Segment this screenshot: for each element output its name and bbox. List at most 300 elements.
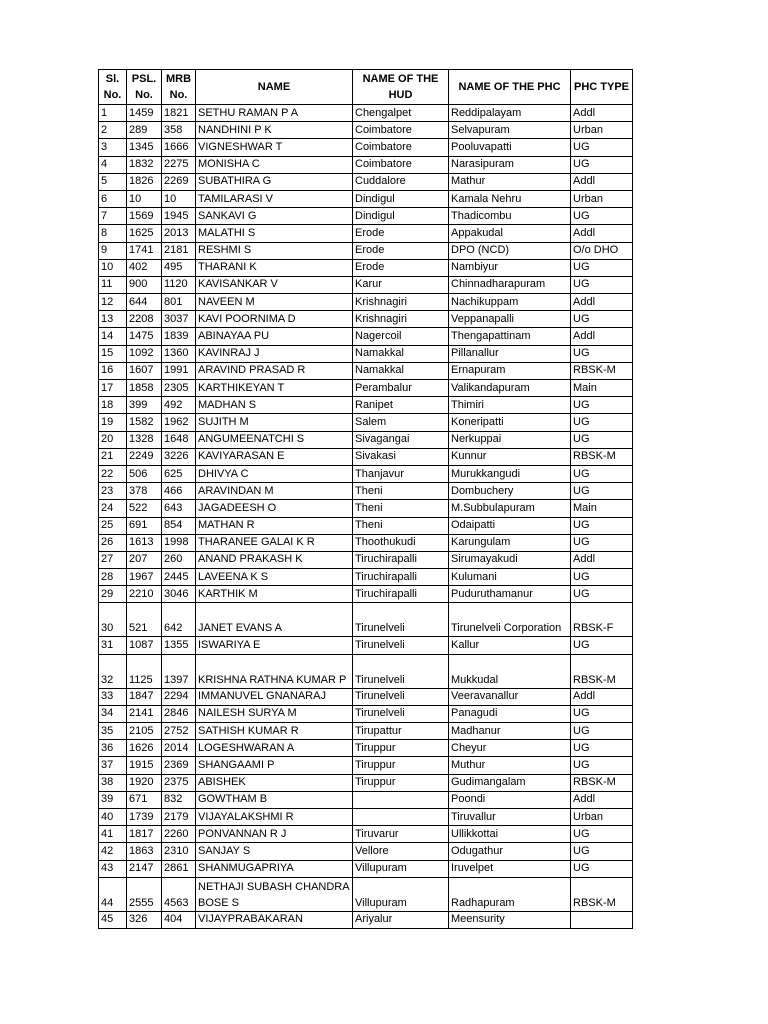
table-row: [99, 225, 633, 242]
name-cell: SHANGAAMI P: [196, 757, 353, 774]
sl-no-cell: 30: [99, 603, 127, 637]
mrb-no-cell: 2294: [162, 688, 196, 705]
hud-cell: Theni: [353, 517, 449, 534]
table-row: [99, 156, 633, 173]
psl-no-cell: 1832: [127, 156, 162, 173]
mrb-no-cell: 2013: [162, 225, 196, 242]
phc-type-cell: RBSK-M: [571, 654, 633, 688]
table-row: [99, 328, 633, 345]
table-row: [99, 603, 633, 637]
phc-cell: Tirunelveli Corporation: [449, 603, 571, 637]
mrb-no-cell: 1648: [162, 431, 196, 448]
phc-type-cell: UG: [571, 465, 633, 482]
col-header-psl-no: PSL. No.: [127, 70, 162, 105]
sl-no-cell: 17: [99, 380, 127, 397]
mrb-no-cell: 4563: [162, 877, 196, 911]
phc-cell: Kamala Nehru: [449, 190, 571, 207]
table-row: [99, 173, 633, 190]
mrb-no-cell: 1355: [162, 637, 196, 654]
phc-type-cell: UG: [571, 397, 633, 414]
sl-no-cell: 18: [99, 397, 127, 414]
hud-cell: Villupuram: [353, 860, 449, 877]
phc-cell: Radhapuram: [449, 877, 571, 911]
name-cell: KARTHIKEYAN T: [196, 380, 353, 397]
hud-cell: Sivakasi: [353, 448, 449, 465]
mrb-no-cell: 2269: [162, 173, 196, 190]
phc-cell: Gudimangalam: [449, 774, 571, 791]
psl-no-cell: 2210: [127, 586, 162, 603]
table-row: [99, 586, 633, 603]
sl-no-cell: 45: [99, 911, 127, 928]
sl-no-cell: 5: [99, 173, 127, 190]
phc-type-cell: UG: [571, 156, 633, 173]
psl-no-cell: 2141: [127, 705, 162, 722]
mrb-no-cell: 1360: [162, 345, 196, 362]
phc-type-cell: Addl: [571, 294, 633, 311]
table-row: [99, 791, 633, 808]
name-cell: NAILESH SURYA M: [196, 705, 353, 722]
table-row: [99, 362, 633, 379]
name-cell: KRISHNA RATHNA KUMAR P: [196, 654, 353, 688]
phc-type-cell: Addl: [571, 688, 633, 705]
sl-no-cell: 28: [99, 569, 127, 586]
name-cell: DHIVYA C: [196, 465, 353, 482]
sl-no-cell: 6: [99, 190, 127, 207]
phc-type-cell: UG: [571, 517, 633, 534]
phc-type-cell: UG: [571, 723, 633, 740]
phc-cell: Koneripatti: [449, 414, 571, 431]
mrb-no-cell: 1666: [162, 139, 196, 156]
hud-cell: Karur: [353, 276, 449, 293]
name-cell: NANDHINI P K: [196, 122, 353, 139]
name-cell: SHANMUGAPRIYA: [196, 860, 353, 877]
phc-type-cell: UG: [571, 757, 633, 774]
mrb-no-cell: 492: [162, 397, 196, 414]
table-row: [99, 860, 633, 877]
phc-cell: Tiruvallur: [449, 808, 571, 825]
sl-no-cell: 16: [99, 362, 127, 379]
psl-no-cell: 2208: [127, 311, 162, 328]
phc-type-cell: UG: [571, 311, 633, 328]
phc-type-cell: Main: [571, 380, 633, 397]
hud-cell: Tiruchirapalli: [353, 551, 449, 568]
phc-cell: Panagudi: [449, 705, 571, 722]
table-body: [99, 105, 633, 929]
psl-no-cell: 1741: [127, 242, 162, 259]
table-row: [99, 534, 633, 551]
sl-no-cell: 41: [99, 826, 127, 843]
psl-no-cell: 1920: [127, 774, 162, 791]
table-row: [99, 517, 633, 534]
mrb-no-cell: 2375: [162, 774, 196, 791]
phc-cell: M.Subbulapuram: [449, 500, 571, 517]
phc-cell: Reddipalayam: [449, 105, 571, 122]
hud-cell: Tiruvarur: [353, 826, 449, 843]
phc-cell: Nambiyur: [449, 259, 571, 276]
table-row: [99, 757, 633, 774]
table-row: [99, 500, 633, 517]
name-cell: KAVINRAJ J: [196, 345, 353, 362]
hud-cell: Nagercoil: [353, 328, 449, 345]
hud-cell: Dindigul: [353, 208, 449, 225]
phc-cell: Meensurity: [449, 911, 571, 928]
mrb-no-cell: 854: [162, 517, 196, 534]
phc-type-cell: UG: [571, 637, 633, 654]
psl-no-cell: 1092: [127, 345, 162, 362]
phc-cell: Mukkudal: [449, 654, 571, 688]
sl-no-cell: 39: [99, 791, 127, 808]
table-row: [99, 276, 633, 293]
phc-cell: Murukkangudi: [449, 465, 571, 482]
psl-no-cell: 2249: [127, 448, 162, 465]
sl-no-cell: 23: [99, 483, 127, 500]
phc-type-cell: UG: [571, 431, 633, 448]
hud-cell: Tiruchirapalli: [353, 586, 449, 603]
mrb-no-cell: 643: [162, 500, 196, 517]
mrb-no-cell: 1397: [162, 654, 196, 688]
table-row: [99, 654, 633, 688]
phc-cell: Thengapattinam: [449, 328, 571, 345]
sl-no-cell: 36: [99, 740, 127, 757]
psl-no-cell: 1459: [127, 105, 162, 122]
phc-cell: Odugathur: [449, 843, 571, 860]
name-cell: KAVISANKAR V: [196, 276, 353, 293]
psl-no-cell: 2105: [127, 723, 162, 740]
phc-type-cell: UG: [571, 586, 633, 603]
psl-no-cell: 521: [127, 603, 162, 637]
psl-no-cell: 1739: [127, 808, 162, 825]
phc-cell: Iruvelpet: [449, 860, 571, 877]
name-cell: VIGNESHWAR T: [196, 139, 353, 156]
name-cell: SANKAVI G: [196, 208, 353, 225]
psl-no-cell: 1125: [127, 654, 162, 688]
phc-cell: Poondi: [449, 791, 571, 808]
phc-cell: Karungulam: [449, 534, 571, 551]
psl-no-cell: 1569: [127, 208, 162, 225]
hud-cell: Erode: [353, 242, 449, 259]
hud-cell: [353, 791, 449, 808]
hud-cell: Thoothukudi: [353, 534, 449, 551]
phc-type-cell: RBSK-M: [571, 877, 633, 911]
mrb-no-cell: 404: [162, 911, 196, 928]
table-row: [99, 294, 633, 311]
phc-type-cell: Addl: [571, 791, 633, 808]
psl-no-cell: 671: [127, 791, 162, 808]
sl-no-cell: 9: [99, 242, 127, 259]
phc-cell: Ernapuram: [449, 362, 571, 379]
name-cell: ANAND PRAKASH K: [196, 551, 353, 568]
table-row: [99, 551, 633, 568]
table-row: [99, 139, 633, 156]
phc-type-cell: UG: [571, 208, 633, 225]
psl-no-cell: 1858: [127, 380, 162, 397]
phc-type-cell: Addl: [571, 328, 633, 345]
mrb-no-cell: 1839: [162, 328, 196, 345]
table-row: [99, 705, 633, 722]
sl-no-cell: 24: [99, 500, 127, 517]
hud-cell: Ariyalur: [353, 911, 449, 928]
sl-no-cell: 7: [99, 208, 127, 225]
phc-cell: Madhanur: [449, 723, 571, 740]
mrb-no-cell: 10: [162, 190, 196, 207]
phc-cell: Kallur: [449, 637, 571, 654]
sl-no-cell: 13: [99, 311, 127, 328]
table-row: [99, 380, 633, 397]
mrb-no-cell: 625: [162, 465, 196, 482]
mrb-no-cell: 2014: [162, 740, 196, 757]
hud-cell: Ranipet: [353, 397, 449, 414]
sl-no-cell: 43: [99, 860, 127, 877]
psl-no-cell: 1345: [127, 139, 162, 156]
mrb-no-cell: 3226: [162, 448, 196, 465]
phc-cell: Pooluvapatti: [449, 139, 571, 156]
mrb-no-cell: 832: [162, 791, 196, 808]
table-row: [99, 637, 633, 654]
hud-cell: Erode: [353, 225, 449, 242]
name-cell: PONVANNAN R J: [196, 826, 353, 843]
sl-no-cell: 38: [99, 774, 127, 791]
psl-no-cell: 2555: [127, 877, 162, 911]
name-cell: MATHAN R: [196, 517, 353, 534]
sl-no-cell: 22: [99, 465, 127, 482]
sl-no-cell: 27: [99, 551, 127, 568]
mrb-no-cell: 495: [162, 259, 196, 276]
mrb-no-cell: 1821: [162, 105, 196, 122]
phc-cell: Muthur: [449, 757, 571, 774]
table-row: [99, 122, 633, 139]
hud-cell: Salem: [353, 414, 449, 431]
table-row: [99, 431, 633, 448]
psl-no-cell: 399: [127, 397, 162, 414]
hud-cell: Coimbatore: [353, 139, 449, 156]
hud-cell: Tirunelveli: [353, 654, 449, 688]
psl-no-cell: 1967: [127, 569, 162, 586]
name-cell: VIJAYALAKSHMI R: [196, 808, 353, 825]
hud-cell: Tirunelveli: [353, 637, 449, 654]
name-cell: NETHAJI SUBASH CHANDRA BOSE S: [196, 877, 353, 911]
phc-cell: Narasipuram: [449, 156, 571, 173]
phc-type-cell: UG: [571, 345, 633, 362]
mrb-no-cell: 260: [162, 551, 196, 568]
hud-cell: [353, 808, 449, 825]
hud-cell: Cuddalore: [353, 173, 449, 190]
phc-type-cell: Addl: [571, 173, 633, 190]
sl-no-cell: 42: [99, 843, 127, 860]
sl-no-cell: 29: [99, 586, 127, 603]
name-cell: THARANI K: [196, 259, 353, 276]
hud-cell: Tiruchirapalli: [353, 569, 449, 586]
sl-no-cell: 8: [99, 225, 127, 242]
psl-no-cell: 1087: [127, 637, 162, 654]
name-cell: MONISHA C: [196, 156, 353, 173]
sl-no-cell: 31: [99, 637, 127, 654]
psl-no-cell: 900: [127, 276, 162, 293]
psl-no-cell: 691: [127, 517, 162, 534]
hud-cell: Tirunelveli: [353, 705, 449, 722]
hud-cell: Namakkal: [353, 345, 449, 362]
psl-no-cell: 2147: [127, 860, 162, 877]
table-row: [99, 774, 633, 791]
psl-no-cell: 10: [127, 190, 162, 207]
hud-cell: Tiruppur: [353, 774, 449, 791]
table-row: [99, 808, 633, 825]
mrb-no-cell: 1998: [162, 534, 196, 551]
name-cell: MADHAN S: [196, 397, 353, 414]
phc-type-cell: O/o DHO: [571, 242, 633, 259]
table-row: [99, 483, 633, 500]
sl-no-cell: 44: [99, 877, 127, 911]
table-row: [99, 723, 633, 740]
mrb-no-cell: 1991: [162, 362, 196, 379]
col-header-sl-no: Sl. No.: [99, 70, 127, 105]
phc-cell: Kulumani: [449, 569, 571, 586]
psl-no-cell: 1847: [127, 688, 162, 705]
phc-cell: Ullikkottai: [449, 826, 571, 843]
hud-cell: Namakkal: [353, 362, 449, 379]
name-cell: LAVEENA K S: [196, 569, 353, 586]
psl-no-cell: 506: [127, 465, 162, 482]
table-row: [99, 190, 633, 207]
name-cell: IMMANUVEL GNANARAJ: [196, 688, 353, 705]
psl-no-cell: 522: [127, 500, 162, 517]
phc-type-cell: RBSK-M: [571, 362, 633, 379]
psl-no-cell: 644: [127, 294, 162, 311]
psl-no-cell: 1826: [127, 173, 162, 190]
phc-cell: Sirumayakudi: [449, 551, 571, 568]
mrb-no-cell: 1945: [162, 208, 196, 225]
phc-cell: Thimiri: [449, 397, 571, 414]
hud-cell: Coimbatore: [353, 122, 449, 139]
sl-no-cell: 14: [99, 328, 127, 345]
name-cell: ISWARIYA E: [196, 637, 353, 654]
phc-type-cell: UG: [571, 705, 633, 722]
sl-no-cell: 21: [99, 448, 127, 465]
psl-no-cell: 1626: [127, 740, 162, 757]
mrb-no-cell: 1962: [162, 414, 196, 431]
phc-type-cell: UG: [571, 843, 633, 860]
phc-type-cell: UG: [571, 740, 633, 757]
mrb-no-cell: 2310: [162, 843, 196, 860]
table-row: [99, 688, 633, 705]
sl-no-cell: 32: [99, 654, 127, 688]
hud-cell: Tirupattur: [353, 723, 449, 740]
phc-cell: Pillanallur: [449, 345, 571, 362]
name-cell: NAVEEN M: [196, 294, 353, 311]
sl-no-cell: 4: [99, 156, 127, 173]
assignment-table: [98, 69, 633, 929]
sl-no-cell: 3: [99, 139, 127, 156]
sl-no-cell: 35: [99, 723, 127, 740]
mrb-no-cell: 2275: [162, 156, 196, 173]
phc-type-cell: Urban: [571, 808, 633, 825]
hud-cell: Tiruppur: [353, 740, 449, 757]
psl-no-cell: 1863: [127, 843, 162, 860]
name-cell: ARAVIND PRASAD R: [196, 362, 353, 379]
phc-cell: Appakudal: [449, 225, 571, 242]
phc-cell: Valikandapuram: [449, 380, 571, 397]
name-cell: SUJITH M: [196, 414, 353, 431]
hud-cell: Sivagangai: [353, 431, 449, 448]
table-row: [99, 448, 633, 465]
phc-cell: Dombuchery: [449, 483, 571, 500]
hud-cell: Dindigul: [353, 190, 449, 207]
sl-no-cell: 25: [99, 517, 127, 534]
header-row: [99, 70, 633, 105]
table-row: [99, 911, 633, 928]
psl-no-cell: 1613: [127, 534, 162, 551]
name-cell: GOWTHAM B: [196, 791, 353, 808]
table-row: [99, 877, 633, 911]
name-cell: ABISHEK: [196, 774, 353, 791]
name-cell: ARAVINDAN M: [196, 483, 353, 500]
phc-type-cell: UG: [571, 826, 633, 843]
phc-cell: Veppanapalli: [449, 311, 571, 328]
phc-type-cell: Addl: [571, 551, 633, 568]
mrb-no-cell: 801: [162, 294, 196, 311]
table-row: [99, 414, 633, 431]
name-cell: LOGESHWARAN A: [196, 740, 353, 757]
phc-type-cell: UG: [571, 259, 633, 276]
phc-type-cell: UG: [571, 139, 633, 156]
mrb-no-cell: 2181: [162, 242, 196, 259]
sl-no-cell: 20: [99, 431, 127, 448]
phc-cell: Nachikuppam: [449, 294, 571, 311]
hud-cell: Krishnagiri: [353, 311, 449, 328]
phc-type-cell: UG: [571, 860, 633, 877]
table-row: [99, 259, 633, 276]
table-row: [99, 397, 633, 414]
mrb-no-cell: 2861: [162, 860, 196, 877]
col-header-name: NAME: [196, 70, 353, 105]
sl-no-cell: 40: [99, 808, 127, 825]
mrb-no-cell: 642: [162, 603, 196, 637]
phc-type-cell: Urban: [571, 122, 633, 139]
sl-no-cell: 19: [99, 414, 127, 431]
phc-cell: Chinnadharapuram: [449, 276, 571, 293]
psl-no-cell: 1625: [127, 225, 162, 242]
mrb-no-cell: 2445: [162, 569, 196, 586]
phc-type-cell: UG: [571, 534, 633, 551]
table-row: [99, 569, 633, 586]
mrb-no-cell: 2752: [162, 723, 196, 740]
name-cell: KAVI POORNIMA D: [196, 311, 353, 328]
mrb-no-cell: 3037: [162, 311, 196, 328]
psl-no-cell: 289: [127, 122, 162, 139]
hud-cell: Coimbatore: [353, 156, 449, 173]
hud-cell: Erode: [353, 259, 449, 276]
name-cell: VIJAYPRABAKARAN: [196, 911, 353, 928]
mrb-no-cell: 2179: [162, 808, 196, 825]
sl-no-cell: 12: [99, 294, 127, 311]
table-row: [99, 843, 633, 860]
sl-no-cell: 33: [99, 688, 127, 705]
name-cell: SATHISH KUMAR R: [196, 723, 353, 740]
phc-type-cell: UG: [571, 569, 633, 586]
phc-type-cell: RBSK-M: [571, 774, 633, 791]
phc-cell: Kunnur: [449, 448, 571, 465]
table-row: [99, 826, 633, 843]
phc-type-cell: RBSK-F: [571, 603, 633, 637]
mrb-no-cell: 2369: [162, 757, 196, 774]
phc-type-cell: UG: [571, 483, 633, 500]
name-cell: THARANEE GALAI K R: [196, 534, 353, 551]
hud-cell: Chengalpet: [353, 105, 449, 122]
mrb-no-cell: 2846: [162, 705, 196, 722]
sl-no-cell: 2: [99, 122, 127, 139]
table-row: [99, 208, 633, 225]
hud-cell: Vellore: [353, 843, 449, 860]
table-row: [99, 740, 633, 757]
